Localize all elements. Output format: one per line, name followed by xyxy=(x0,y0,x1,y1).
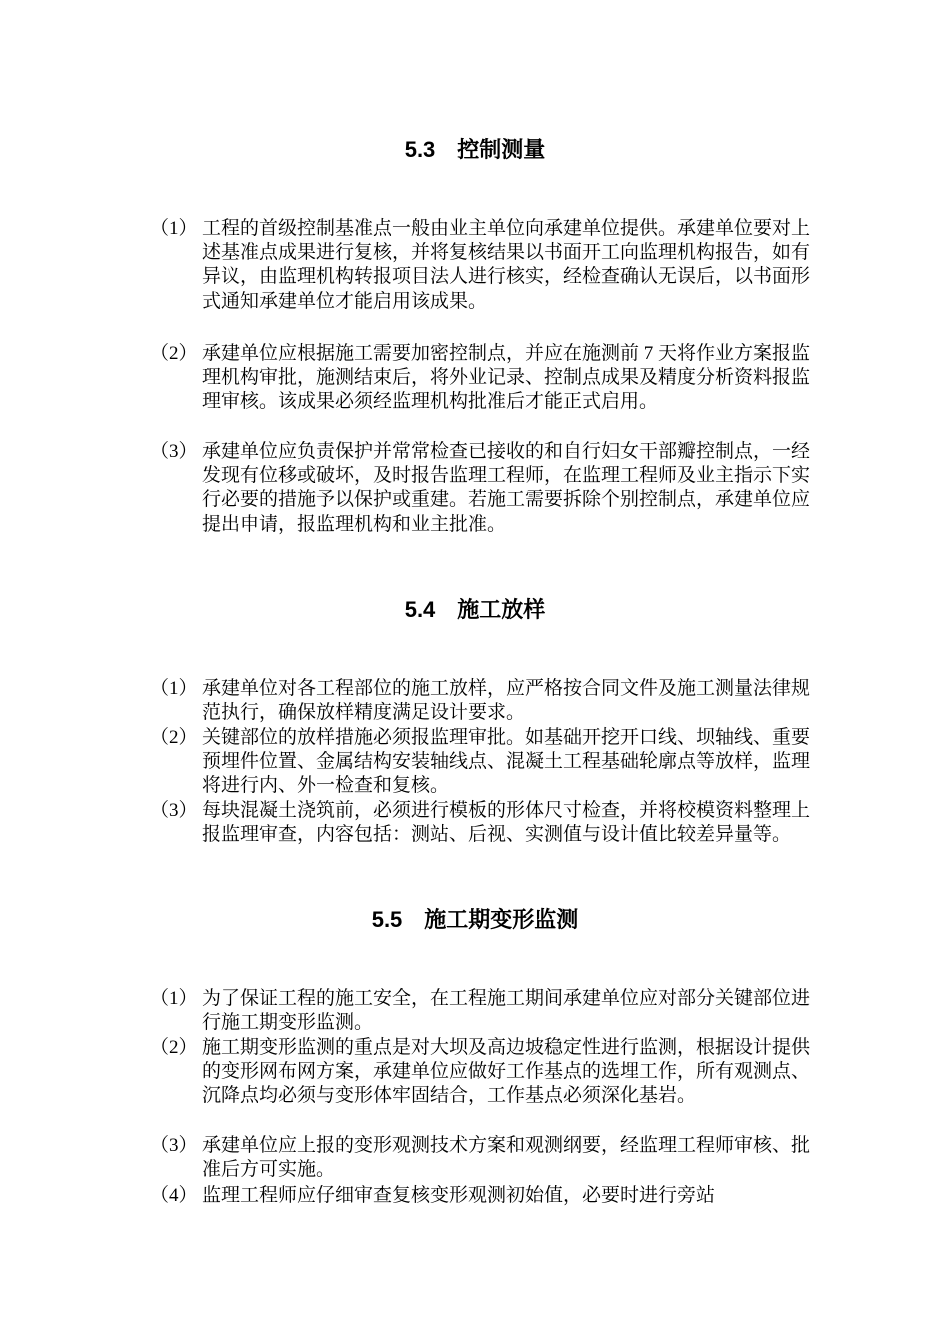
list-item xyxy=(150,1134,810,1182)
item-text: 关键部位的放样措施必须报监理审批。如基础开挖开口线、坝轴线、重要预埋件位置、金属结构安装轴线点、混凝土工程基础轮廓点等放样，监理将进行内、外一检查和复核。 xyxy=(202,727,811,797)
list-item xyxy=(150,1184,810,1208)
list-item xyxy=(150,1036,810,1109)
item-text: 每块混凝土浇筑前，必须进行模板的形体尺寸检查，并将校模资料整理上报监理审查，内容包括：测站、后视、实测值与设计值比较差异量等。 xyxy=(202,800,811,846)
list-item xyxy=(150,342,810,415)
item-number: （1） xyxy=(150,988,198,1009)
list-item xyxy=(150,726,810,799)
section-heading-5-4: 5.4 施工放样 xyxy=(404,597,546,622)
item-number: （2） xyxy=(150,343,198,364)
item-text: 承建单位应上报的变形观测技术方案和观测纲要，经监理工程师审核、批准后方可实施。 xyxy=(202,1135,811,1181)
list-item xyxy=(150,440,810,537)
item-text: 工程的首级控制基准点一般由业主单位向承建单位提供。承建单位要对上述基准点成果进行复核，并将复核结果以书面开工向监理机构报告，如有异议，由监理机构转报项目法人进行核实，经检查确认无误后，以书面形式通知承建单位才能启用该成果。 xyxy=(202,218,811,312)
item-number: （1） xyxy=(150,218,198,239)
item-text: 监理工程师应仔细审查复核变形观测初始值，必要时进行旁站 xyxy=(202,1185,716,1206)
item-text: 为了保证工程的施工安全，在工程施工期间承建单位应对部分关键部位进行施工期变形监测。 xyxy=(202,988,811,1034)
list-item xyxy=(150,799,810,847)
item-text: 承建单位应负责保护并常常检查已接收的和自行妇女干部瓣控制点，一经发现有位移或破坏，及时报告监理工程师，在监理工程师及业主指示下实行必要的措施予以保护或重建。若施工需要拆除个别控制点，承建单位应提出申请，报监理机构和业主批准。 xyxy=(202,441,811,535)
item-text: 承建单位应根据施工需要加密控制点，并应在施测前 7 天将作业方案报监理机构审批，施测结束后，将外业记录、控制点成果及精度分析资料报监理审核。该成果必须经监理机构批准后才能正式启用。 xyxy=(202,343,811,413)
item-number: （2） xyxy=(150,1037,198,1058)
item-number: （3） xyxy=(150,800,198,821)
list-item xyxy=(150,987,810,1035)
item-number: （2） xyxy=(150,727,198,748)
list-item xyxy=(150,217,810,314)
section-heading-5-5: 5.5 施工期变形监测 xyxy=(371,907,579,932)
item-number: （3） xyxy=(150,1135,198,1156)
item-number: （4） xyxy=(150,1185,198,1206)
item-text: 施工期变形监测的重点是对大坝及高边坡稳定性进行监测，根据设计提供的变形网布网方案，承建单位应做好工作基点的选埋工作，所有观测点、沉降点均必须与变形体牢固结合，工作基点必须深化基岩。 xyxy=(202,1037,811,1107)
item-text: 承建单位对各工程部位的施工放样，应严格按合同文件及施工测量法律规范执行，确保放样精度满足设计要求。 xyxy=(202,678,811,724)
item-number: （1） xyxy=(150,678,198,699)
item-number: （3） xyxy=(150,441,198,462)
list-item xyxy=(150,677,810,725)
section-heading-5-3: 5.3 控制测量 xyxy=(404,137,546,162)
